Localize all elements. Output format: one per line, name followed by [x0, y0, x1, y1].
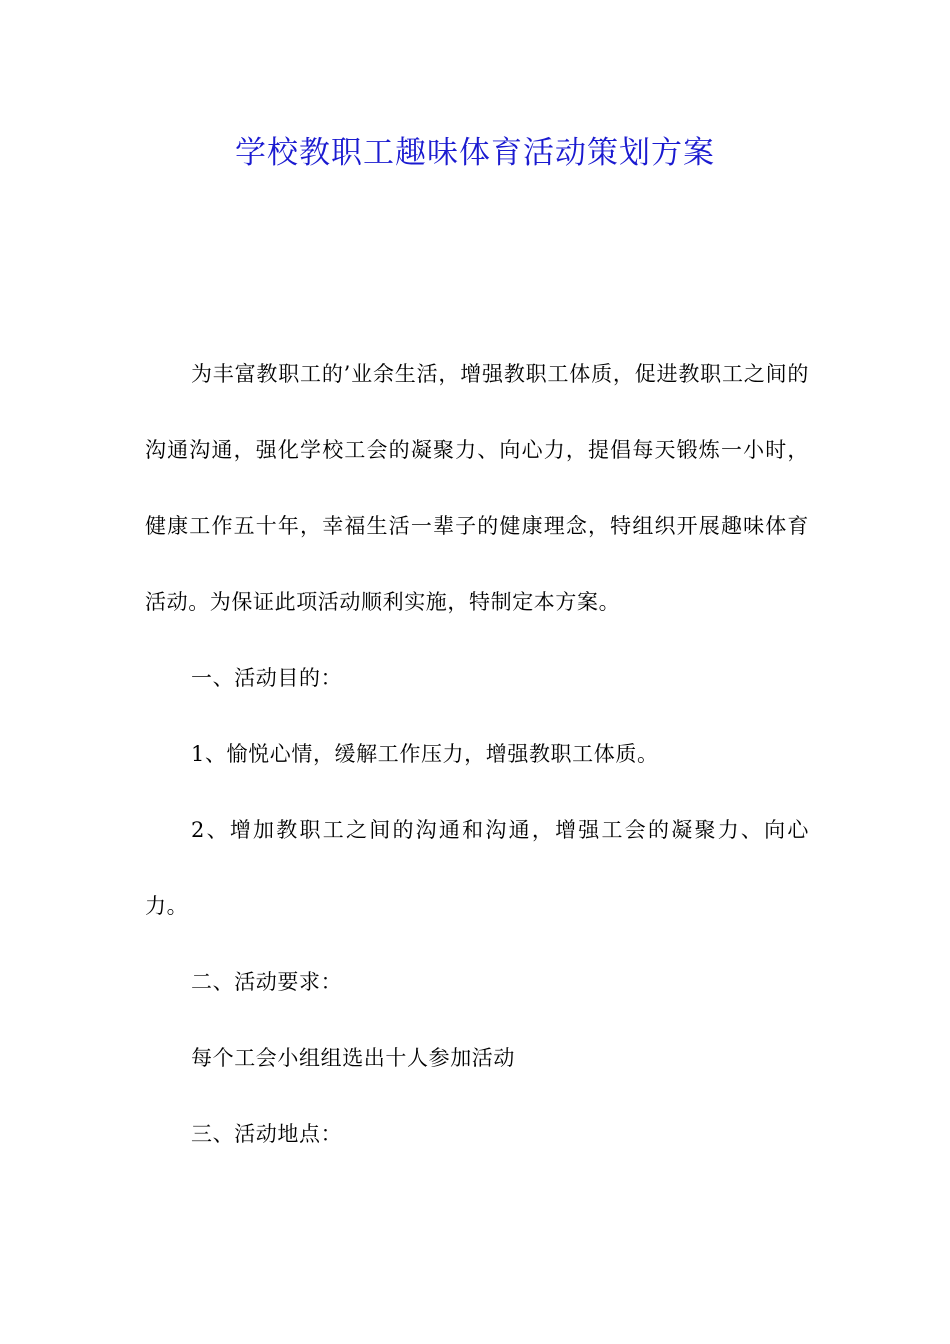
intro-paragraph: 为丰富教职工的’业余生活，增强教职工体质，促进教职工之间的沟通沟通，强化学校工会的凝聚力、向心力，提倡每天锻炼一小时，健康工作五十年，幸福生活一辈子的健康理念，特组织开展趣味体育活动。为保证此项活动顺利实施，特制定本方案。: [145, 362, 809, 614]
requirements-paragraph: 每个工会小组组选出十人参加活动: [191, 1046, 515, 1070]
section-heading-location: 三、活动地点：: [191, 1122, 343, 1146]
document-body: [145, 336, 809, 1172]
purpose-item-1: 1、愉悦心情，缓解工作压力，增强教职工体质。: [191, 742, 659, 766]
purpose-item-2: 2、增加教职工之间的沟通和沟通，增强工会的凝聚力、向心力。: [145, 818, 809, 918]
section-heading-requirements: 二、活动要求：: [191, 970, 343, 994]
document-title: 学校教职工趣味体育活动策划方案: [235, 135, 715, 171]
section-heading-purpose: 一、活动目的：: [191, 666, 343, 690]
